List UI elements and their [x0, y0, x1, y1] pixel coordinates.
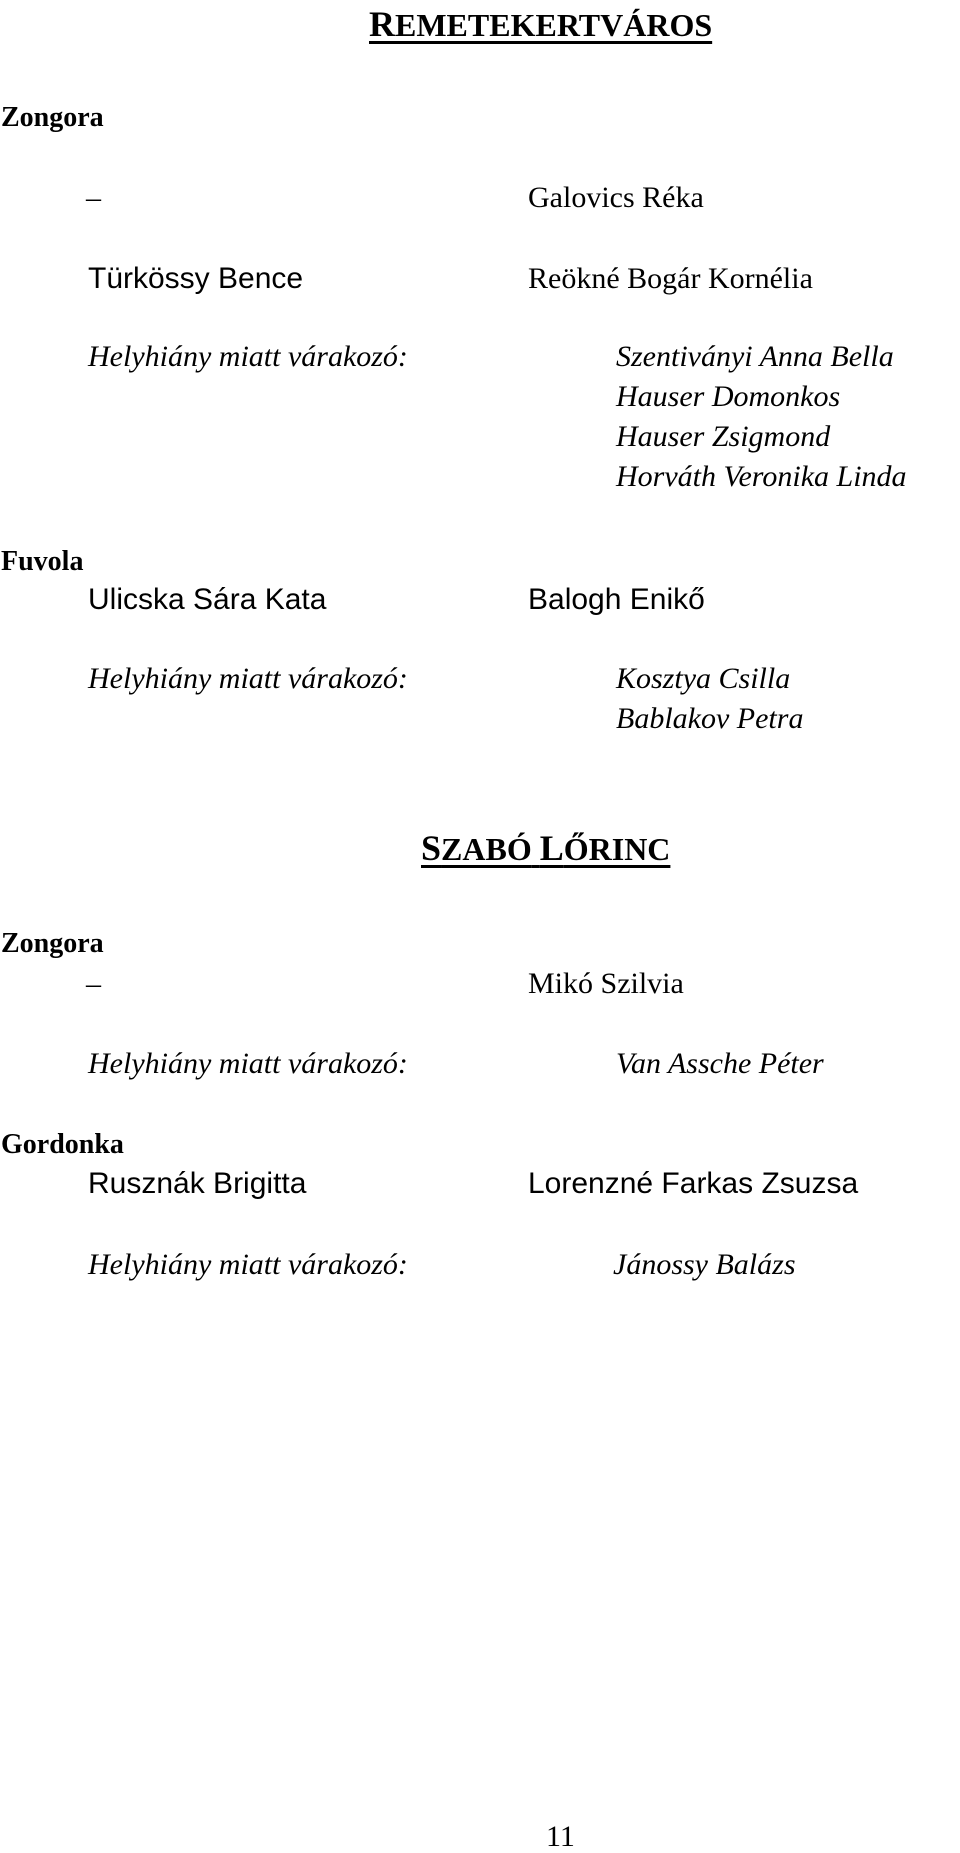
student-name: Türkössy Bence	[88, 262, 304, 295]
waitlist-name: Hauser Domonkos	[616, 380, 841, 413]
waitlist-name: Horváth Veronika Linda	[616, 460, 907, 493]
student-name: –	[86, 967, 101, 1000]
instrument-heading: Fuvola	[1, 546, 84, 577]
waitlist-names	[616, 337, 907, 497]
instrument-heading: Zongora	[1, 928, 104, 959]
waitlist-name: Hauser Zsigmond	[616, 420, 831, 453]
student-name: Ulicska Sára Kata	[88, 583, 327, 616]
student-name: Rusznák Brigitta	[88, 1167, 307, 1200]
school-title: REMETEKERTVÁROS	[369, 4, 713, 44]
teacher-name: Mikó Szilvia	[528, 967, 684, 1000]
waitlist-name: Bablakov Petra	[616, 702, 804, 735]
waitlist-name: Kosztya Csilla	[616, 662, 791, 695]
school-title: SZABÓ LŐRINC	[421, 828, 671, 868]
teacher-name: Lorenzné Farkas Zsuzsa	[528, 1167, 859, 1200]
waitlist-name: Van Assche Péter	[616, 1047, 824, 1080]
waitlist-name: Szentiványi Anna Bella	[616, 340, 894, 373]
waitlist-label: Helyhiány miatt várakozó:	[88, 1248, 408, 1281]
instrument-heading: Gordonka	[1, 1129, 124, 1160]
instrument-heading: Zongora	[1, 102, 104, 133]
waitlist-name: Jánossy Balázs	[613, 1248, 796, 1281]
student-name: –	[86, 181, 101, 214]
teacher-name: Galovics Réka	[528, 181, 704, 214]
waitlist-label: Helyhiány miatt várakozó:	[88, 662, 408, 695]
waitlist-label: Helyhiány miatt várakozó:	[88, 1047, 408, 1080]
waitlist-names	[616, 659, 803, 739]
page-number: 11	[546, 1820, 575, 1853]
waitlist-label: Helyhiány miatt várakozó:	[88, 340, 408, 373]
teacher-name: Reökné Bogár Kornélia	[528, 262, 813, 295]
teacher-name: Balogh Enikő	[528, 583, 705, 616]
